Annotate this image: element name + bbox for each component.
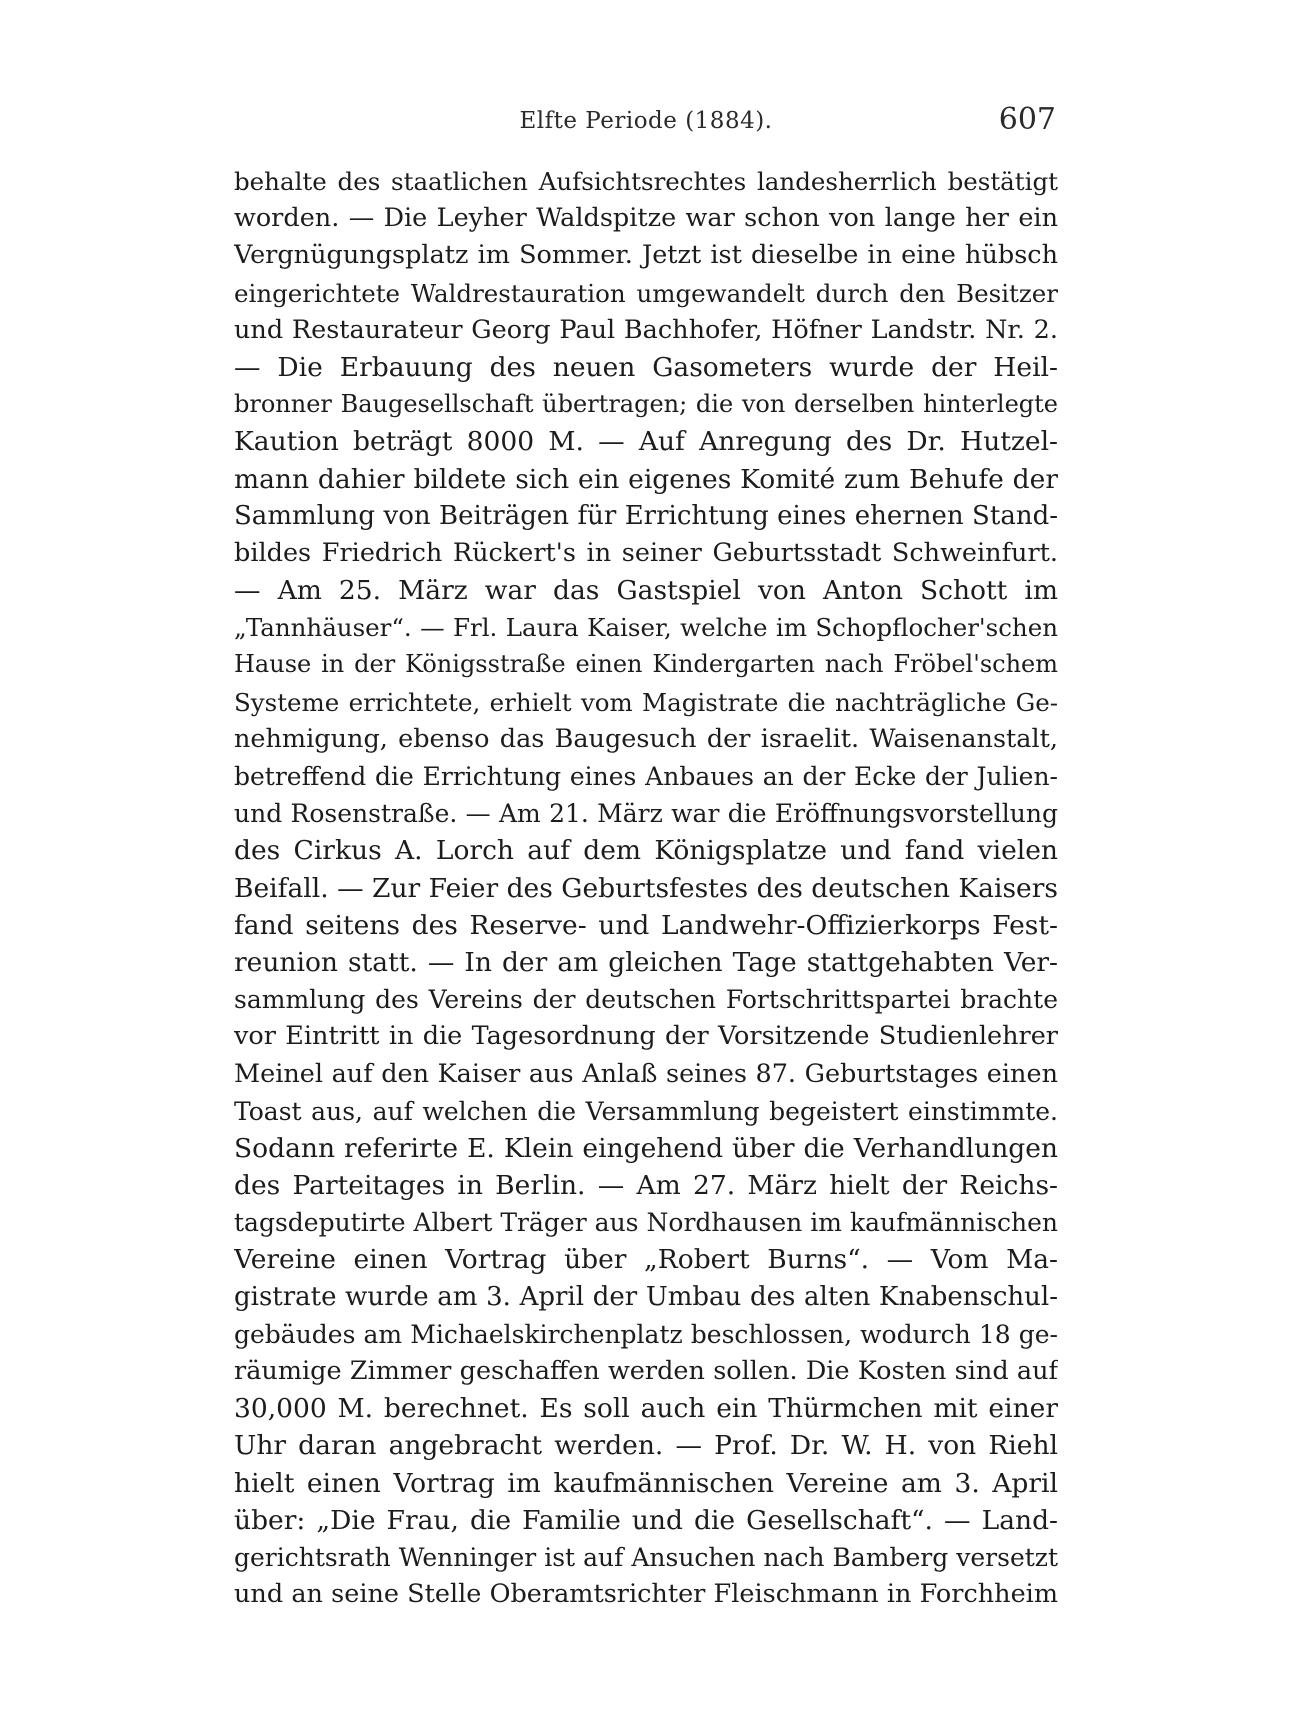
text-line: Vereine einen Vortrag über „Robert Burns“. — Vom Ma-: [234, 1244, 1058, 1276]
text-line: gebäudes am Michaelskirchenplatz beschlossen, wodurch 18 ge-: [234, 1319, 1058, 1349]
running-title: Elfte Periode (1884).: [519, 108, 773, 134]
text-line: bildes Friedrich Rückert's in seiner Geburtsstadt Schweinfurt.: [234, 537, 1058, 568]
text-line: „Tannhäuser“. — Frl. Laura Kaiser, welche im Schopflocher'schen: [234, 613, 1058, 643]
text-line: eingerichtete Waldrestauration umgewandelt durch den Besitzer: [234, 278, 1058, 308]
text-line: nehmigung, ebenso das Baugesuch der israelit. Waisenanstalt,: [234, 723, 1058, 754]
text-line: Kaution beträgt 8000 M. — Auf Anregung des Dr. Hutzel-: [234, 426, 1058, 458]
text-line: Sammlung von Beiträgen für Errichtung eines ehernen Stand-: [234, 500, 1058, 531]
text-line: räumige Zimmer geschaffen werden sollen. Die Kosten sind auf: [234, 1356, 1058, 1386]
text-line: reunion statt. — In der am gleichen Tage stattgehabten Ver-: [234, 946, 1058, 978]
body-text: [234, 163, 1058, 1613]
text-line: Systeme errichtete, erhielt vom Magistrate die nachträgliche Ge-: [234, 687, 1058, 717]
text-line: über: „Die Frau, die Familie und die Gesellschaft“. — Land-: [234, 1504, 1058, 1536]
text-line: Beifall. — Zur Feier des Geburtsfestes des deutschen Kaisers: [234, 872, 1058, 904]
text-line: Sodann referirte E. Klein eingehend über die Verhandlungen: [234, 1132, 1058, 1164]
text-line: gistrate wurde am 3. April der Umbau des alten Knabenschul-: [234, 1281, 1058, 1312]
text-line: vor Eintritt in die Tagesordnung der Vorsitzende Studienlehrer: [234, 1021, 1058, 1052]
text-line: — Am 25. März war das Gastspiel von Anton Schott im: [234, 575, 1058, 607]
text-line: Uhr daran angebracht werden. — Prof. Dr. W. H. von Riehl: [234, 1430, 1058, 1462]
text-line: — Die Erbauung des neuen Gasometers wurde der Heil-: [234, 351, 1058, 383]
text-line: tagsdeputirte Albert Träger aus Nordhausen im kaufmännischen: [234, 1208, 1058, 1238]
text-line: behalte des staatlichen Aufsichtsrechtes landesherrlich bestätigt: [234, 167, 1058, 196]
page-number: 607: [998, 102, 1056, 137]
text-line: und Restaurateur Georg Paul Bachhofer, Höfner Landstr. Nr. 2.: [234, 314, 1058, 345]
text-line: hielt einen Vortrag im kaufmännischen Vereine am 3. April: [234, 1467, 1058, 1499]
text-line: 30,000 M. berechnet. Es soll auch ein Thürmchen mit einer: [234, 1393, 1058, 1425]
text-line: und an seine Stelle Oberamtsrichter Fleischmann in Forchheim: [234, 1579, 1058, 1610]
text-line: Toast aus, auf welchen die Versammlung begeistert einstimmte.: [234, 1096, 1058, 1126]
text-line: mann dahier bildete sich ein eigenes Komité zum Behufe der: [234, 463, 1058, 495]
text-line: des Cirkus A. Lorch auf dem Königsplatze und fand vielen: [234, 835, 1058, 867]
text-line: gerichtsrath Wenninger ist auf Ansuchen nach Bamberg versetzt: [234, 1542, 1058, 1572]
text-line: des Parteitages in Berlin. — Am 27. März hielt der Reichs-: [234, 1170, 1058, 1202]
text-line: Hause in der Königsstraße einen Kindergarten nach Fröbel'schem: [234, 650, 1058, 679]
page-header: [236, 100, 1056, 144]
text-line: sammlung des Vereins der deutschen Fortschrittspartei brachte: [234, 985, 1058, 1015]
text-line: betreffend die Errichtung eines Anbaues an der Ecke der Julien-: [234, 762, 1058, 791]
text-line: Meinel auf den Kaiser aus Anlaß seines 87. Geburtstages einen: [234, 1058, 1058, 1089]
text-line: und Rosenstraße. — Am 21. März war die Eröffnungsvorstellung: [234, 799, 1058, 829]
text-line: bronner Baugesellschaft übertragen; die von derselben hinterlegte: [234, 390, 1058, 419]
text-line: Vergnügungsplatz im Sommer. Jetzt ist dieselbe in eine hübsch: [234, 240, 1058, 271]
text-line: worden. — Die Leyher Waldspitze war schon von lange her ein: [234, 203, 1058, 234]
text-line: fand seitens des Reserve- und Landwehr-Offizierkorps Fest-: [234, 909, 1058, 941]
